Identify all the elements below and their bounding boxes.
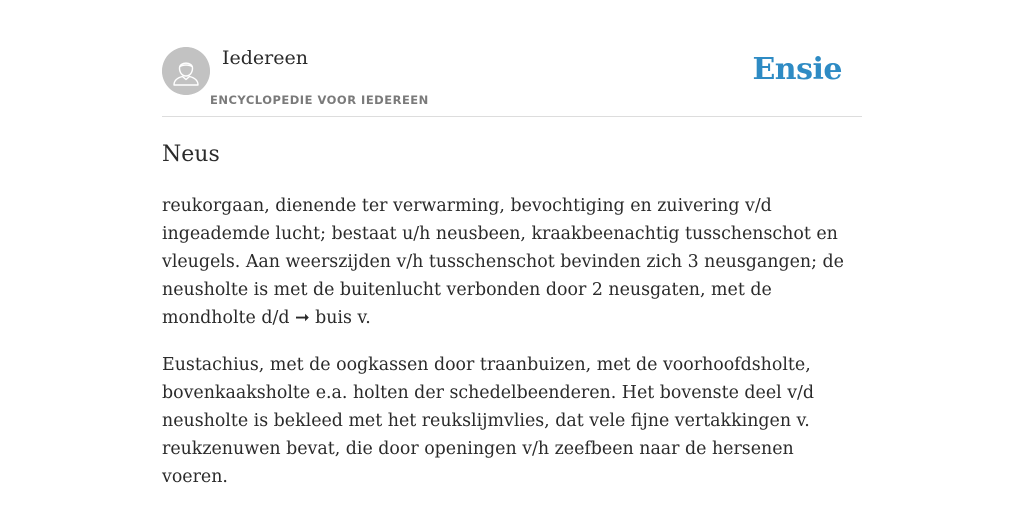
page-title: Neus <box>162 142 220 167</box>
author-name[interactable]: Iedereen <box>222 47 308 69</box>
user-silhouette-icon <box>162 47 210 95</box>
article-body <box>162 192 862 510</box>
site-logo[interactable]: Ensie <box>752 52 842 87</box>
site-tagline: ENCYCLOPEDIE VOOR IEDEREEN <box>210 93 429 107</box>
avatar[interactable] <box>162 47 210 95</box>
article-paragraph: Eustachius, met de oogkassen door traanbuizen, met de voorhoofdsholte, bovenkaaksholte e.a. holten der schedelbeenderen. Het bovenste deel v/d neusholte is bekleed met het reukslijmvlies, dat vele fijne vertakkingen v. reukzenuwen bevat, die door openingen v/h zeefbeen naar de hersenen voeren. <box>162 355 815 487</box>
header <box>162 46 862 117</box>
article-paragraph: reukorgaan, dienende ter verwarming, bevochtiging en zuivering v/d ingeademde lucht; bestaat u/h neusbeen, kraakbeenachtig tusschenschot en vleugels. Aan weerszijden v/h tusschenschot bevinden zich 3 neusgangen; de neusholte is met de buitenlucht verbonden door 2 neusgaten, met de mondholte d/d ➞ buis v. <box>162 196 844 328</box>
